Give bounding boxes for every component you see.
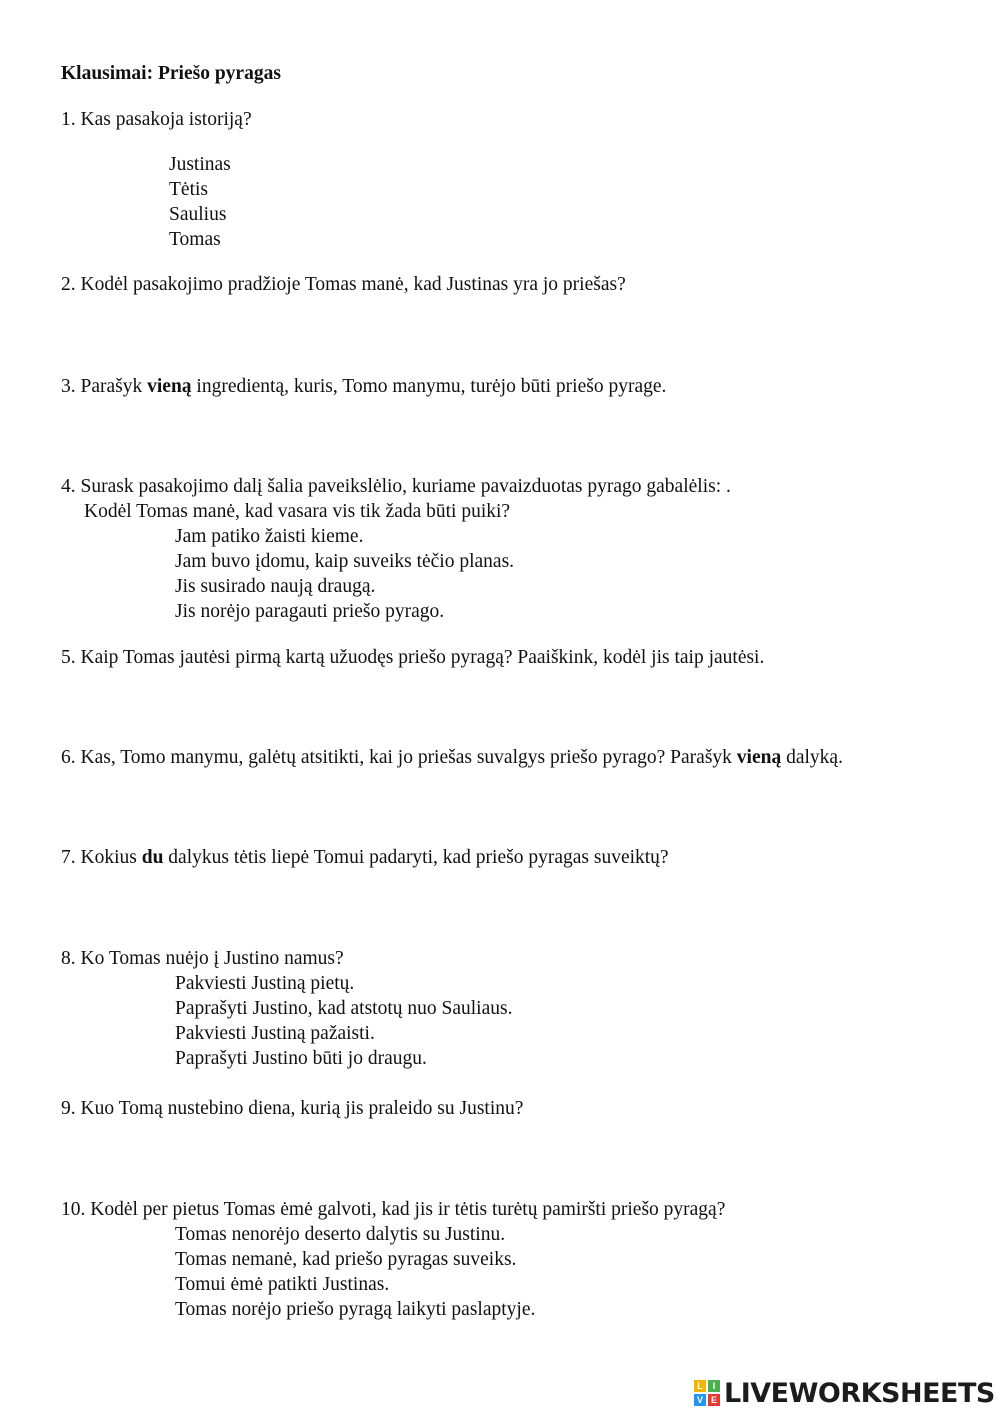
question-5: 5. Kaip Tomas jautėsi pirmą kartą užuodęs priešo pyragą? Paaiškink, kodėl jis taip jautėsi. xyxy=(61,647,765,668)
question-6 xyxy=(61,746,843,770)
q1-option-2[interactable]: Tėtis xyxy=(169,179,208,200)
q4-option-2[interactable]: Jam buvo įdomu, kaip suveiks tėčio planas. xyxy=(175,551,515,572)
logo-text: LIVEWORKSHEETS xyxy=(724,1377,995,1409)
logo-mark-letter-l: L xyxy=(694,1380,706,1392)
question-7-post: dalykus tėtis liepė Tomui padaryti, kad priešo pyragas suveiktų? xyxy=(163,847,669,868)
q1-option-3[interactable]: Saulius xyxy=(169,204,227,225)
question-9: 9. Kuo Tomą nustebino diena, kurią jis praleido su Justinu? xyxy=(61,1098,524,1119)
liveworksheets-logo xyxy=(694,1378,995,1408)
question-2: 2. Kodėl pasakojimo pradžioje Tomas manė, kad Justinas yra jo priešas? xyxy=(61,274,626,295)
q10-option-3[interactable]: Tomui ėmė patikti Justinas. xyxy=(175,1274,390,1295)
question-3-pre: 3. Parašyk xyxy=(61,376,148,397)
question-1: 1. Kas pasakoja istoriją? xyxy=(61,109,252,130)
question-10: 10. Kodėl per pietus Tomas ėmė galvoti, kad jis ir tėtis turėtų pamiršti priešo pyragą? xyxy=(61,1199,726,1220)
q8-option-2[interactable]: Paprašyti Justino, kad atstotų nuo Sauliaus. xyxy=(175,998,513,1019)
q10-option-4[interactable]: Tomas norėjo priešo pyragą laikyti paslaptyje. xyxy=(175,1299,536,1320)
logo-mark-letter-v: V xyxy=(694,1394,706,1406)
question-7-pre: 7. Kokius xyxy=(61,847,142,868)
question-3 xyxy=(61,375,666,399)
q4-option-1[interactable]: Jam patiko žaisti kieme. xyxy=(175,526,364,547)
question-7 xyxy=(61,846,669,870)
logo-mark-letter-i: I xyxy=(708,1380,720,1392)
q8-option-4[interactable]: Paprašyti Justino būti jo draugu. xyxy=(175,1048,427,1069)
question-7-emphasis: du xyxy=(141,847,164,868)
q1-option-4[interactable]: Tomas xyxy=(169,229,221,250)
question-6-pre: 6. Kas, Tomo manymu, galėtų atsitikti, kai jo priešas suvalgys priešo pyrago? Parašyk xyxy=(61,747,737,768)
logo-mark-icon xyxy=(694,1380,720,1406)
q10-option-1[interactable]: Tomas nenorėjo deserto dalytis su Justinu. xyxy=(175,1224,506,1245)
question-3-emphasis: vieną xyxy=(147,376,192,397)
q8-option-1[interactable]: Pakviesti Justiną pietų. xyxy=(175,973,355,994)
question-8: 8. Ko Tomas nuėjo į Justino namus? xyxy=(61,948,344,969)
question-6-post: dalyką. xyxy=(781,747,843,768)
question-3-post: ingredientą, kuris, Tomo manymu, turėjo būti priešo pyrage. xyxy=(191,376,667,397)
q8-option-3[interactable]: Pakviesti Justiną pažaisti. xyxy=(175,1023,375,1044)
question-6-emphasis: vieną xyxy=(736,747,782,768)
q4-option-4[interactable]: Jis norėjo paragauti priešo pyrago. xyxy=(175,601,445,622)
q1-option-1[interactable]: Justinas xyxy=(169,154,231,175)
q4-option-3[interactable]: Jis susirado naują draugą. xyxy=(175,576,376,597)
page-title: Klausimai: Priešo pyragas xyxy=(61,63,281,84)
question-4-line-2: Kodėl Tomas manė, kad vasara vis tik žada būti puiki? xyxy=(84,501,511,522)
question-4-line-1: 4. Surask pasakojimo dalį šalia paveikslėlio, kuriame pavaizduotas pyrago gabalėlis: . xyxy=(61,476,731,497)
q10-option-2[interactable]: Tomas nemanė, kad priešo pyragas suveiks. xyxy=(175,1249,517,1270)
logo-mark-letter-e: E xyxy=(708,1394,720,1406)
